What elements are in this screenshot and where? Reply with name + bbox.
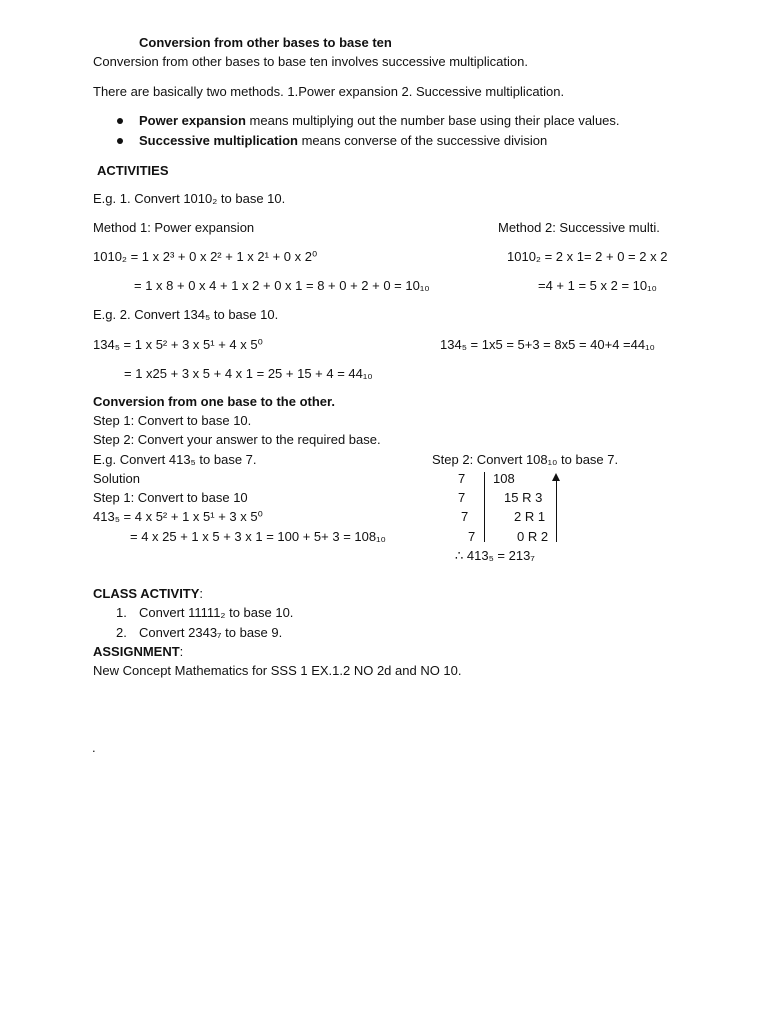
example-1-line-1-right: 1010₂ = 2 x 1= 2 + 0 = 2 x 2 [507, 249, 668, 264]
divisor: 7 [458, 471, 466, 486]
example-3-line-1: 413₅ = 4 x 5² + 1 x 5¹ + 3 x 5⁰ [93, 509, 263, 524]
class-activity-heading: CLASS ACTIVITY: [93, 586, 204, 601]
step-2-right: Step 2: Convert 108₁₀ to base 7. [432, 452, 619, 467]
up-arrow-icon [552, 473, 560, 481]
conversion-heading: Conversion from one base to the other. [93, 394, 335, 409]
assignment-heading: ASSIGNMENT: [93, 644, 184, 659]
result-line: ∴ 413₅ = 213₇ [455, 548, 535, 563]
division-bar [484, 472, 485, 542]
method-1-label: Method 1: Power expansion [93, 220, 255, 235]
activities-heading: ACTIVITIES [97, 163, 169, 178]
example-1-line-1-left: 1010₂ = 1 x 2³ + 0 x 2² + 1 x 2¹ + 0 x 2⁰ [93, 249, 318, 264]
quotient: 0 R 2 [517, 529, 549, 544]
class-activity-item: 1. Convert 11111₂ to base 10. [116, 605, 294, 620]
example-1-line-2-left: = 1 x 8 + 0 x 4 + 1 x 2 + 0 x 1 = 8 + 0 + 2 + 0 = 10₁₀ [134, 278, 430, 293]
page-title: Conversion from other bases to base ten [139, 35, 392, 50]
bullet-item-power-expansion: Power expansion means multiplying out the number base using their place values. [139, 113, 620, 128]
divisor: 7 [458, 490, 466, 505]
trailing-dot: . [92, 740, 96, 755]
step-1-b-text: Step 1: Convert to base 10 [93, 490, 248, 505]
step-2-text: Step 2: Convert your answer to the required base. [93, 432, 381, 447]
quotient: 2 R 1 [514, 509, 546, 524]
example-3: E.g. Convert 413₅ to base 7. [93, 452, 257, 467]
assignment-text: New Concept Mathematics for SSS 1 EX.1.2 NO 2d and NO 10. [93, 663, 462, 678]
divisor: 7 [461, 509, 469, 524]
example-3-line-2: = 4 x 25 + 1 x 5 + 3 x 1 = 100 + 5+ 3 = 108₁₀ [130, 529, 386, 544]
example-2: E.g. 2. Convert 134₅ to base 10. [93, 307, 279, 322]
solution-label: Solution [93, 471, 140, 486]
class-activity-item: 2. Convert 2343₇ to base 9. [116, 625, 283, 640]
example-1-line-2-right: =4 + 1 = 5 x 2 = 10₁₀ [538, 278, 657, 293]
bullet-dot [117, 138, 123, 144]
bullet-item-successive-multiplication: Successive multiplication means converse of the successive division [139, 133, 548, 148]
example-2-line-1-right: 134₅ = 1x5 = 5+3 = 8x5 = 40+4 =44₁₀ [440, 337, 655, 352]
bullet-dot [117, 118, 123, 124]
method-2-label: Method 2: Successive multi. [498, 220, 660, 235]
divisor: 7 [468, 529, 476, 544]
read-up-arrow-line [556, 480, 557, 542]
quotient: 108 [493, 471, 515, 486]
example-2-line-1-left: 134₅ = 1 x 5² + 3 x 5¹ + 4 x 5⁰ [93, 337, 263, 352]
intro-text: Conversion from other bases to base ten involves successive multiplication. [93, 54, 528, 69]
methods-line: There are basically two methods. 1.Power expansion 2. Successive multiplication. [93, 84, 565, 99]
step-1-text: Step 1: Convert to base 10. [93, 413, 252, 428]
example-2-line-2: = 1 x25 + 3 x 5 + 4 x 1 = 25 + 15 + 4 = 44₁₀ [124, 366, 373, 381]
example-1: E.g. 1. Convert 1010₂ to base 10. [93, 191, 286, 206]
quotient: 15 R 3 [504, 490, 543, 505]
